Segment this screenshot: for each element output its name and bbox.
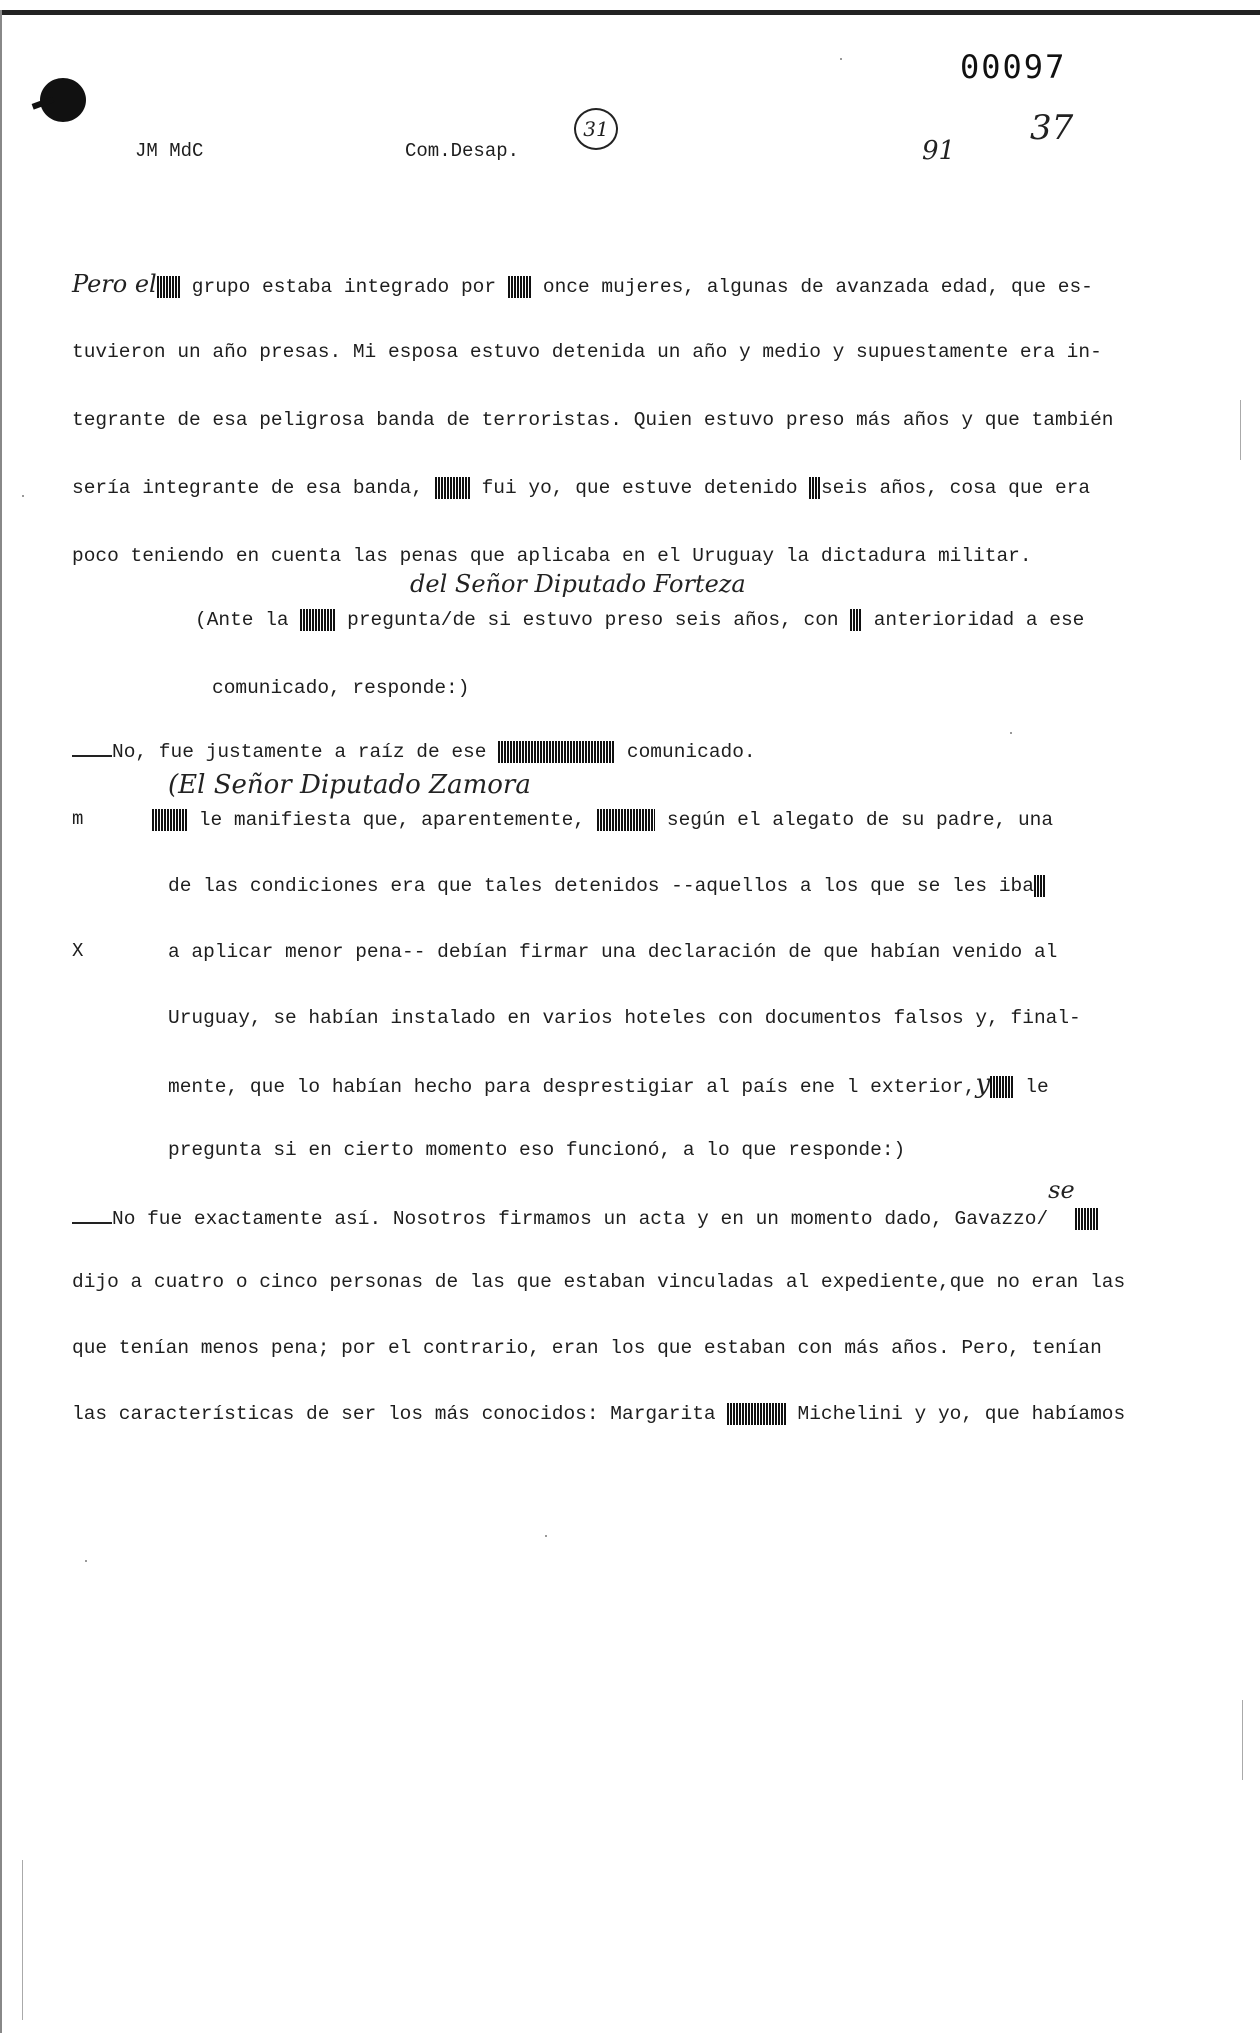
handwritten-insert: (El Señor Diputado Zamora: [168, 770, 531, 800]
scan-speck: [1010, 732, 1012, 734]
text-line: Uruguay, se habían instalado en varios hoteles con documentos falsos y, final-: [168, 1007, 1081, 1029]
circled-number: 31: [574, 108, 618, 150]
struck-text: [1034, 875, 1046, 897]
header-committee: Com.Desap.: [405, 140, 520, 162]
text-line: [195, 608, 1084, 632]
struck-text: [727, 1403, 786, 1425]
text-line: [152, 808, 1053, 832]
handwritten-number: 37: [1030, 108, 1074, 148]
line-segment: de las condiciones era que tales detenidos --aquellos a los que se les iba: [168, 875, 1034, 897]
line-segment: anterioridad a ese: [862, 609, 1085, 631]
line-segment: (Ante la: [195, 609, 301, 631]
struck-text: [850, 609, 862, 631]
line-segment: según el alegato de su padre, una: [655, 809, 1054, 831]
struck-text: [508, 276, 531, 298]
page-number: 91: [922, 136, 956, 166]
text-line: [168, 874, 1046, 898]
line-segment: grupo estaba integrado por: [180, 276, 508, 298]
handwritten-insert: del Señor Diputado Forteza: [410, 570, 746, 598]
text-line: pregunta si en cierto momento eso funcionó, a lo que responde:): [168, 1139, 906, 1161]
struck-text: [498, 741, 615, 763]
line-segment: le manifiesta que, aparentemente,: [187, 809, 597, 831]
scan-speck: [840, 58, 842, 60]
text-line: comunicado, responde:): [212, 677, 470, 699]
answer-dash: [72, 755, 112, 757]
struck-text: [597, 809, 656, 831]
struck-text: [152, 809, 187, 831]
text-line: [72, 740, 756, 764]
text-line: dijo a cuatro o cinco personas de las que estaban vinculadas al expediente,que no eran las: [72, 1271, 1126, 1293]
text-line: [72, 1176, 1098, 1231]
line-segment: mente, que lo habían hecho para desprestigiar al país ene l exterior,: [168, 1076, 976, 1098]
scan-artifact: [22, 1860, 23, 2020]
line-segment: pregunta/de si estuvo preso seis años, con: [335, 609, 851, 631]
line-segment: fui yo, que estuve detenido: [469, 477, 810, 499]
struck-text: [1075, 1208, 1098, 1230]
text-line: [168, 1069, 1049, 1099]
margin-mark: X: [72, 940, 84, 962]
header-initials: JM MdC: [135, 140, 204, 162]
line-segment: Michelini y yo, que habíamos: [785, 1403, 1126, 1425]
scan-speck: [85, 1560, 87, 1562]
struck-text: [300, 609, 335, 631]
scan-artifact: [1242, 1700, 1243, 1780]
text-line: tuvieron un año presas. Mi esposa estuvo detenida un año y medio y supuestamente era in-: [72, 341, 1102, 363]
scan-speck: [22, 495, 24, 497]
line-segment: sería integrante de esa banda,: [72, 477, 435, 499]
line-segment: le: [1013, 1076, 1049, 1098]
left-border: [0, 10, 2, 2033]
scan-artifact: [1240, 400, 1241, 460]
text-line: tegrante de esa peligrosa banda de terroristas. Quien estuvo preso más años y que también: [72, 409, 1114, 431]
line-segment: No, fue justamente a raíz de ese: [112, 741, 499, 763]
scan-speck: [545, 1535, 547, 1537]
line-segment: las características de ser los más conocidos: Margarita: [72, 1403, 728, 1425]
text-line: poco teniendo en cuenta las penas que aplicaba en el Uruguay la dictadura militar.: [72, 545, 1032, 567]
text-line: a aplicar menor pena-- debían firmar una declaración de que habían venido al: [168, 941, 1058, 963]
answer-dash: [72, 1222, 112, 1224]
line-segment: comunicado.: [615, 741, 756, 763]
margin-mark: m: [72, 808, 84, 830]
struck-text: [435, 477, 470, 499]
stamp-number: 00097: [960, 48, 1067, 86]
handwritten-correction: se: [1048, 1176, 1075, 1204]
text-line: [72, 476, 1090, 500]
line-segment: seis años, cosa que era: [820, 477, 1091, 499]
line-segment: No fue exactamente así. Nosotros firmamos un acta y en un momento dado, Gavazzo/: [112, 1208, 1049, 1230]
text-line: [72, 272, 1093, 299]
struck-text: [809, 477, 821, 499]
handwritten-correction: Pero el: [72, 270, 157, 298]
struck-text: [990, 1076, 1013, 1098]
text-line: que tenían menos pena; por el contrario, eran los que estaban con más años. Pero, tenían: [72, 1337, 1102, 1359]
line-segment: once mujeres, algunas de avanzada edad, que es-: [531, 276, 1093, 298]
handwritten-correction: y: [975, 1069, 991, 1099]
text-line: [72, 1402, 1125, 1426]
top-border: [0, 10, 1260, 15]
struck-text: [157, 276, 180, 298]
